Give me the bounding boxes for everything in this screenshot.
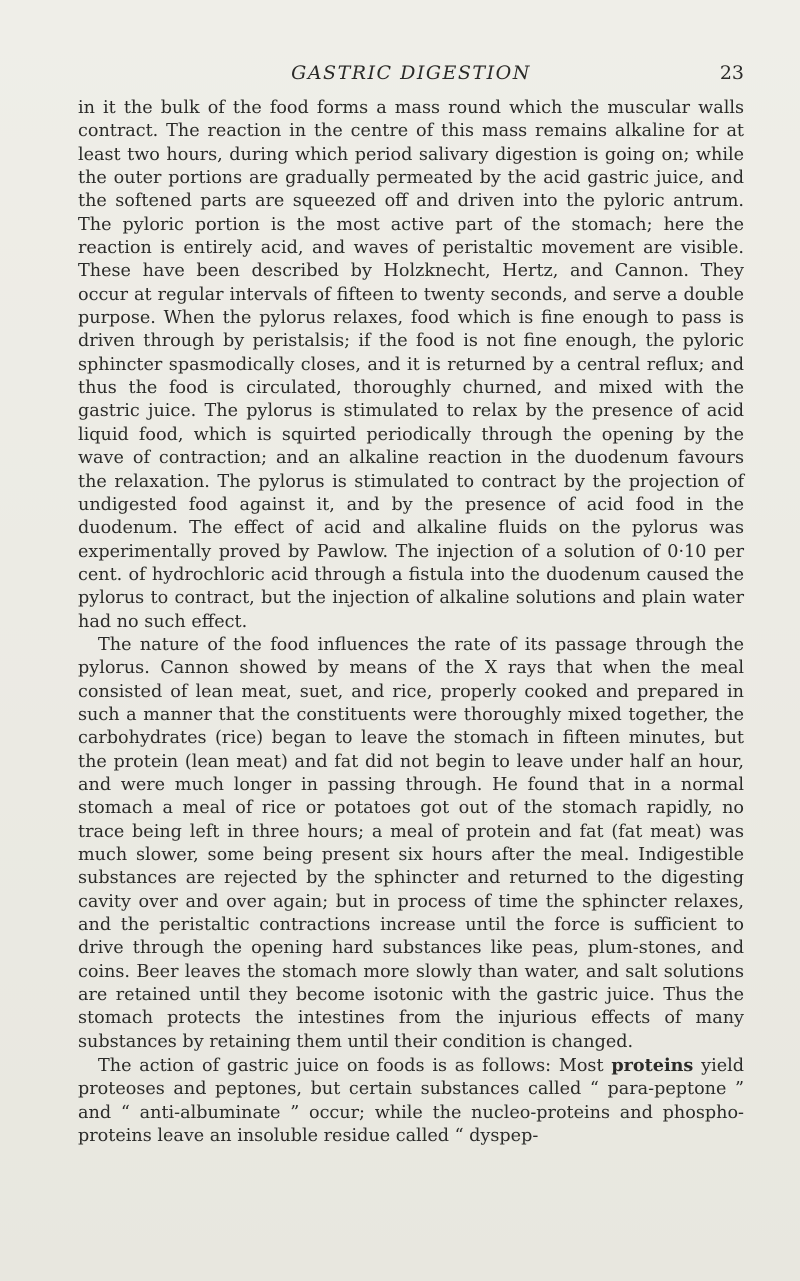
paragraph-1: in it the bulk of the food forms a mass round which the muscular walls contract. The reaction in the centre of this mass remains alkaline for at least two hours, during which period salivary digestion is going on; while the outer portions are gradually permeated by the acid gastric juice, and the softened parts are squeezed off and driven into the pyloric antrum. The pyloric portion is the most active part of the stomach; here the reaction is entirely acid, and waves of peristaltic movement are visible. These have been described by Holzknecht, Hertz, and Cannon. They occur at regular intervals of fifteen to twenty seconds, and serve a double purpose. When the pylorus relaxes, food which is fine enough to pass is driven through by peristalsis; if the food is not fine enough, the pyloric sphincter spasmodically closes, and it is returned by a central reflux; and thus the food is circulated, thoroughly churned, and mixed with the gastric juice. The pylorus is stimulated to relax by the presence of acid liquid food, which is squirted periodically through the opening by the wave of contraction; and an alkaline reaction in the duodenum favours the relaxation. The pylorus is stimulated to contract by the projection of undigested food against it, and by the presence of acid food in the duodenum. The effect of acid and alkaline fluids on the pylorus was experimentally proved by Pawlow. The injection of a solution of 0·10 per cent. of hydrochloric acid through a fistula into the duodenum caused the pylorus to contract, but the injection of alkaline solutions and plain water had no such effect. xyxy=(78,98,744,632)
running-head xyxy=(78,62,744,90)
body-text xyxy=(78,97,744,1148)
page-number: 23 xyxy=(719,62,744,84)
paragraph-3-rest: yield proteoses and peptones, but certain substances called “ para-peptone ” and “ anti-albuminate ” occur; while the nucleo-proteins and phospho-proteins leave an insoluble residue called “ dyspep- xyxy=(78,1056,744,1147)
bold-term-proteins: proteins xyxy=(611,1055,694,1077)
paragraph-2: The nature of the food influences the rate of its passage through the pylorus. Cannon showed by means of the X rays that when the meal consisted of lean meat, suet, and rice, properly cooked and prepared in such a manner that the constituents were thoroughly mixed together, the carbohydrates (rice) began to leave the stomach in fifteen minutes, but the protein (lean meat) and fat did not begin to leave under half an hour, and were much longer in passing through. He found that in a normal stomach a meal of rice or potatoes got out of the stomach rapidly, no trace being left in three hours; a meal of protein and fat (fat meat) was much slower, some being present six hours after the meal. Indigestible substances are rejected by the sphincter and returned to the digesting cavity over and over again; but in process of time the sphincter relaxes, and the peristaltic contractions increase until the force is sufficient to drive through the opening hard substances like peas, plum-stones, and coins. Beer leaves the stomach more slowly than water, and salt solutions are retained until they become isotonic with the gastric juice. Thus the stomach protects the intestines from the injurious effects of many substances by retaining them until their condition is changed. xyxy=(78,634,744,1052)
running-title: GASTRIC DIGESTION xyxy=(291,62,531,84)
paragraph-3 xyxy=(78,1054,744,1148)
paragraph-3-lead: The action of gastric juice on foods is as follows: Most xyxy=(98,1056,612,1077)
